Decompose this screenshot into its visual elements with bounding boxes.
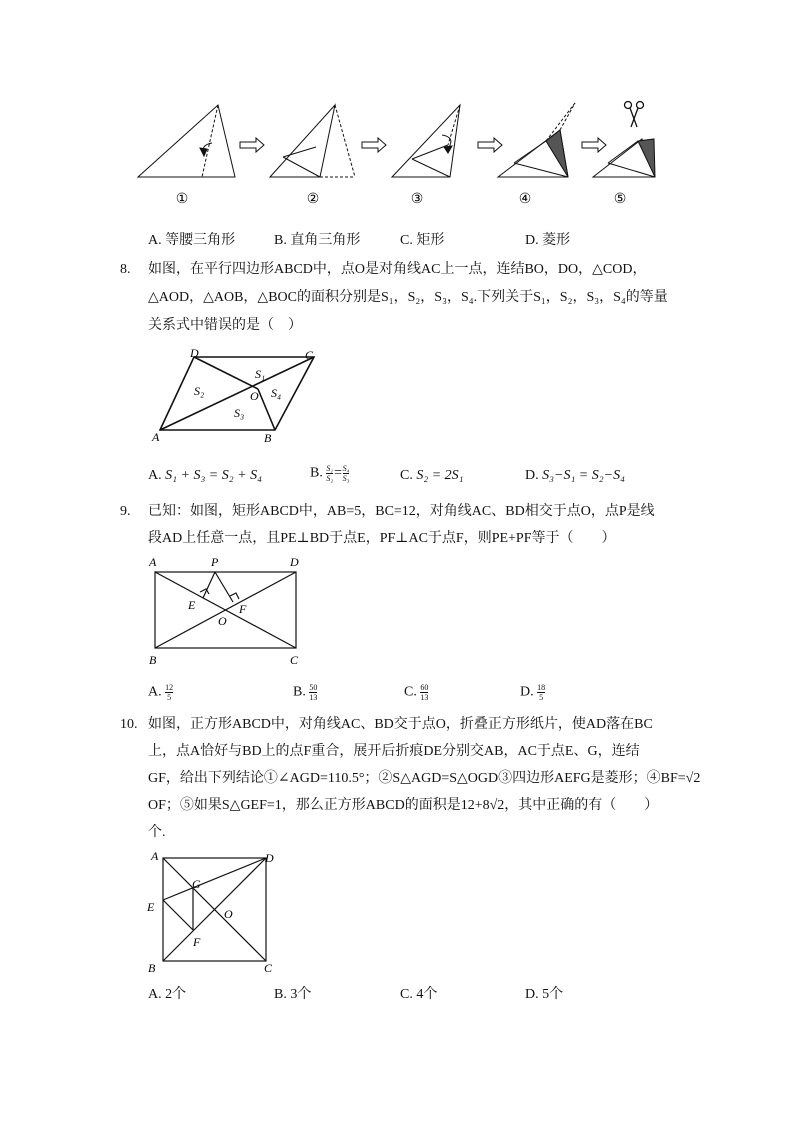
q9-label-A: A [149, 555, 157, 569]
q8-option-c[interactable]: C. S₂ = 2S₁ [400, 468, 464, 483]
q7-option-c[interactable]: C. 矩形 [400, 233, 445, 248]
q10-label-E: E [147, 900, 155, 914]
q8-label-S4: S₄ [271, 386, 282, 400]
q7-option-a[interactable]: A. 等腰三角形 [148, 233, 236, 248]
arrow-1-icon [240, 138, 264, 152]
q9-label-D: D [290, 555, 299, 569]
q8-label-A: A [152, 430, 160, 444]
q9-option-b[interactable]: B. $\frac{50}{13}$ [293, 683, 318, 702]
q9-option-a[interactable]: A. $\frac{12}{5}$ [148, 683, 174, 702]
q10-line-3: GF，给出下列结论①∠AGD=110.5°；②S△AGD=S△OGD③四边形AEFG是菱形；④BF=√2 [148, 771, 701, 786]
caption-3: ③ [410, 192, 424, 207]
q10-line-5: 个. [148, 825, 166, 840]
q10-option-a[interactable]: A. 2个 [148, 987, 187, 1002]
q10-line-2: 上，点A恰好与BD上的点F重合，展开后折痕DE分别交AB，AC于点E、G，连结 [148, 744, 640, 759]
fold-step-1 [138, 105, 235, 177]
q8-label-S1: S₁ [255, 367, 266, 381]
q8-label-C: C [305, 348, 314, 362]
caption-5: ⑤ [613, 192, 627, 207]
caption-4: ④ [518, 192, 532, 207]
arrow-2-icon [362, 138, 386, 152]
q8-line-3: 关系式中错误的是（ ） [148, 318, 302, 333]
q10-label-D: D [265, 851, 274, 865]
q10-label-G: G [192, 877, 201, 891]
q10-line-4: OF；⑤如果S△GEF=1，那么正方形ABCD的面积是12+8√2，其中正确的有（ ） [148, 798, 659, 813]
q8-line-2: △AOD，△AOB，△BOC的面积分别是S₁，S₂，S₃，S₄.下列关于S₁，S₂，S₃，S₄的等量 [148, 290, 668, 305]
arrow-4-icon [582, 138, 606, 152]
q9-label-B: B [149, 653, 157, 667]
q10-label-C: C [264, 961, 273, 975]
q9-label-E: E [188, 598, 196, 612]
q8-label-B: B [264, 431, 272, 445]
caption-1: ① [175, 192, 189, 207]
q8-option-a[interactable]: A. S₁ + S₃ = S₂ + S₄ [148, 468, 262, 483]
q8-label-O: O [250, 389, 259, 403]
q9-option-c[interactable]: C. $\frac{60}{13}$ [404, 683, 429, 702]
q8-option-b[interactable]: B. $\frac{\text{S₁}}{\text{S₂}}$ = $\frac{\text{S₄}}{\text{S₃}}$ [310, 464, 350, 483]
q8-parallelogram-figure [150, 345, 325, 447]
q8-label-S3: S₃ [234, 406, 245, 420]
q9-line-2: 段AD上任意一点，且PE⊥BD于点E，PF⊥AC于点F，则PE+PF等于（ ） [148, 531, 616, 546]
q9-label-O: O [218, 614, 227, 628]
q9-rectangle-figure [145, 552, 310, 670]
fold-step-2 [270, 105, 355, 177]
q8-line-1: 如图，在平行四边形ABCD中，点O是对角线AC上一点，连结BO，DO，△COD， [148, 262, 647, 277]
q9-option-d[interactable]: D. $\frac{18}{5}$ [520, 683, 546, 702]
q7-option-d[interactable]: D. 菱形 [525, 233, 571, 248]
q9-label-F: F [239, 602, 247, 616]
q8-label-S2: S₂ [194, 384, 205, 398]
q10-label-O: O [224, 907, 233, 921]
q10-label-B: B [148, 961, 156, 975]
q10-label-F: F [193, 935, 201, 949]
q10-square-figure [145, 848, 280, 976]
q10-number: 10. [120, 717, 138, 732]
q9-label-C: C [290, 653, 299, 667]
caption-2: ② [306, 192, 320, 207]
q10-option-c[interactable]: C. 4个 [400, 987, 438, 1002]
q9-line-1: 已知：如图，矩形ABCD中，AB=5，BC=12，对角线AC、BD相交于点O，点P是线 [148, 504, 655, 519]
q8-label-D: D [190, 346, 199, 360]
q9-label-P: P [211, 555, 219, 569]
q10-line-1: 如图，正方形ABCD中，对角线AC、BD交于点O，折叠正方形纸片，使AD落在BC [148, 717, 653, 732]
arrow-3-icon [478, 138, 502, 152]
q8-number: 8. [120, 262, 131, 277]
q10-label-A: A [151, 849, 159, 863]
q10-option-b[interactable]: B. 3个 [274, 987, 312, 1002]
fold-step-4 [498, 103, 575, 177]
q9-number: 9. [120, 504, 131, 519]
fold-step-3 [392, 105, 460, 177]
q8-option-d[interactable]: D. S₃−S₁ = S₂−S₄ [525, 468, 625, 483]
q10-option-d[interactable]: D. 5个 [525, 987, 564, 1002]
folding-steps-figure [130, 95, 670, 210]
scissors-icon [625, 102, 644, 128]
q7-option-b[interactable]: B. 直角三角形 [274, 233, 361, 248]
